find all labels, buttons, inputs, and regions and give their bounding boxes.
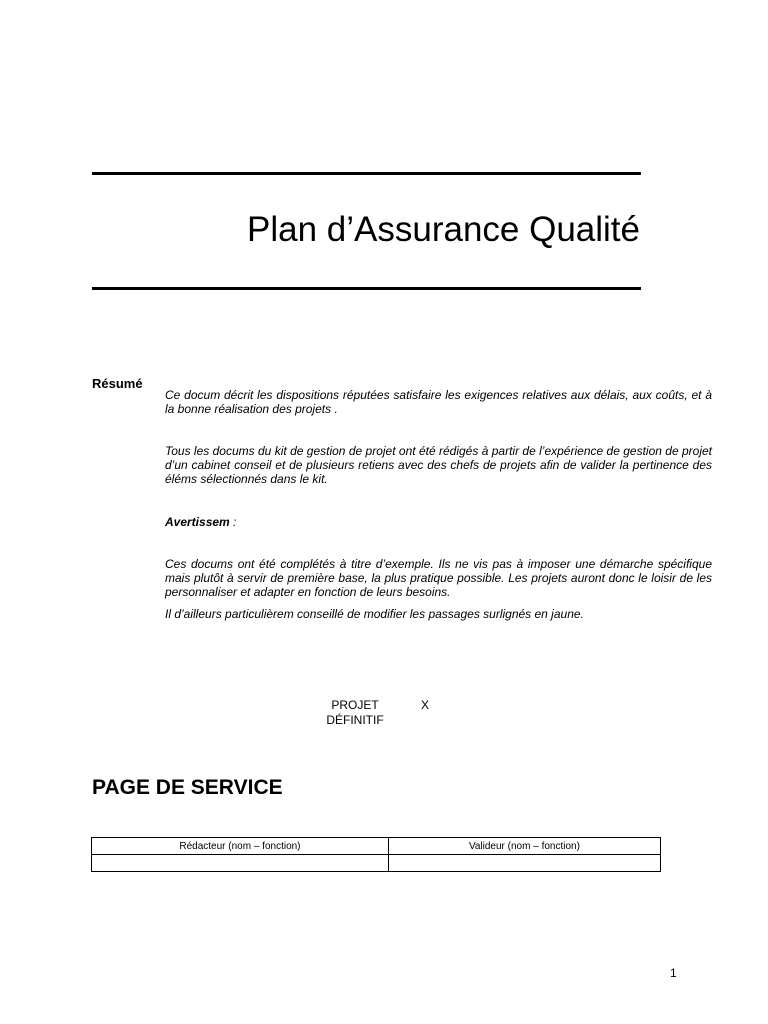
valideur-cell[interactable] bbox=[388, 855, 660, 872]
resume-paragraph-1: Ce docum décrit les dispositions réputées satisfaire les exigences relatives aux délais, aux coûts, et à la bonne réalisation des projets . bbox=[165, 388, 712, 416]
warning-colon: : bbox=[229, 515, 237, 529]
status-projet: PROJET bbox=[331, 698, 379, 712]
resume-paragraph-2: Tous les docums du kit de gestion de projet ont été rédigés à partir de l’expérience de gestion de projet d’un cabinet conseil et de plusieurs retiens avec des chefs de projets afin de valider la pertinence des éléms sélectionnés dans le kit. bbox=[165, 444, 712, 486]
highlight-note: Il d’ailleurs particulièrem conseillé de modifier les passages surlignés en jaune. bbox=[165, 607, 584, 621]
status-definitif: DÉFINITIF bbox=[326, 713, 384, 727]
document-title: Plan d’Assurance Qualité bbox=[247, 210, 640, 249]
signature-table bbox=[91, 837, 661, 872]
redacteur-header: Rédacteur (nom – fonction) bbox=[92, 838, 389, 855]
table-header-row bbox=[92, 838, 661, 855]
status-mark: X bbox=[421, 698, 430, 712]
warning-paragraph: Ces docums ont été complétés à titre d’exemple. Ils ne vis pas à imposer une démarche spécifique mais plutôt à servir de première base, la plus pratique possible. Les projets auront donc le loisir de les personnaliser et adapter en fonction de leurs besoins. bbox=[165, 557, 712, 599]
resume-label: Résumé bbox=[92, 376, 143, 391]
top-rule bbox=[92, 172, 641, 175]
bottom-rule bbox=[92, 287, 641, 290]
warning-label: Avertissem bbox=[165, 515, 230, 529]
status-labels bbox=[318, 698, 392, 728]
valideur-header: Valideur (nom – fonction) bbox=[388, 838, 660, 855]
service-page-title: PAGE DE SERVICE bbox=[92, 776, 283, 799]
warning-heading bbox=[165, 515, 712, 529]
page-number: 1 bbox=[670, 966, 677, 980]
table-row bbox=[92, 855, 661, 872]
redacteur-cell[interactable] bbox=[92, 855, 389, 872]
